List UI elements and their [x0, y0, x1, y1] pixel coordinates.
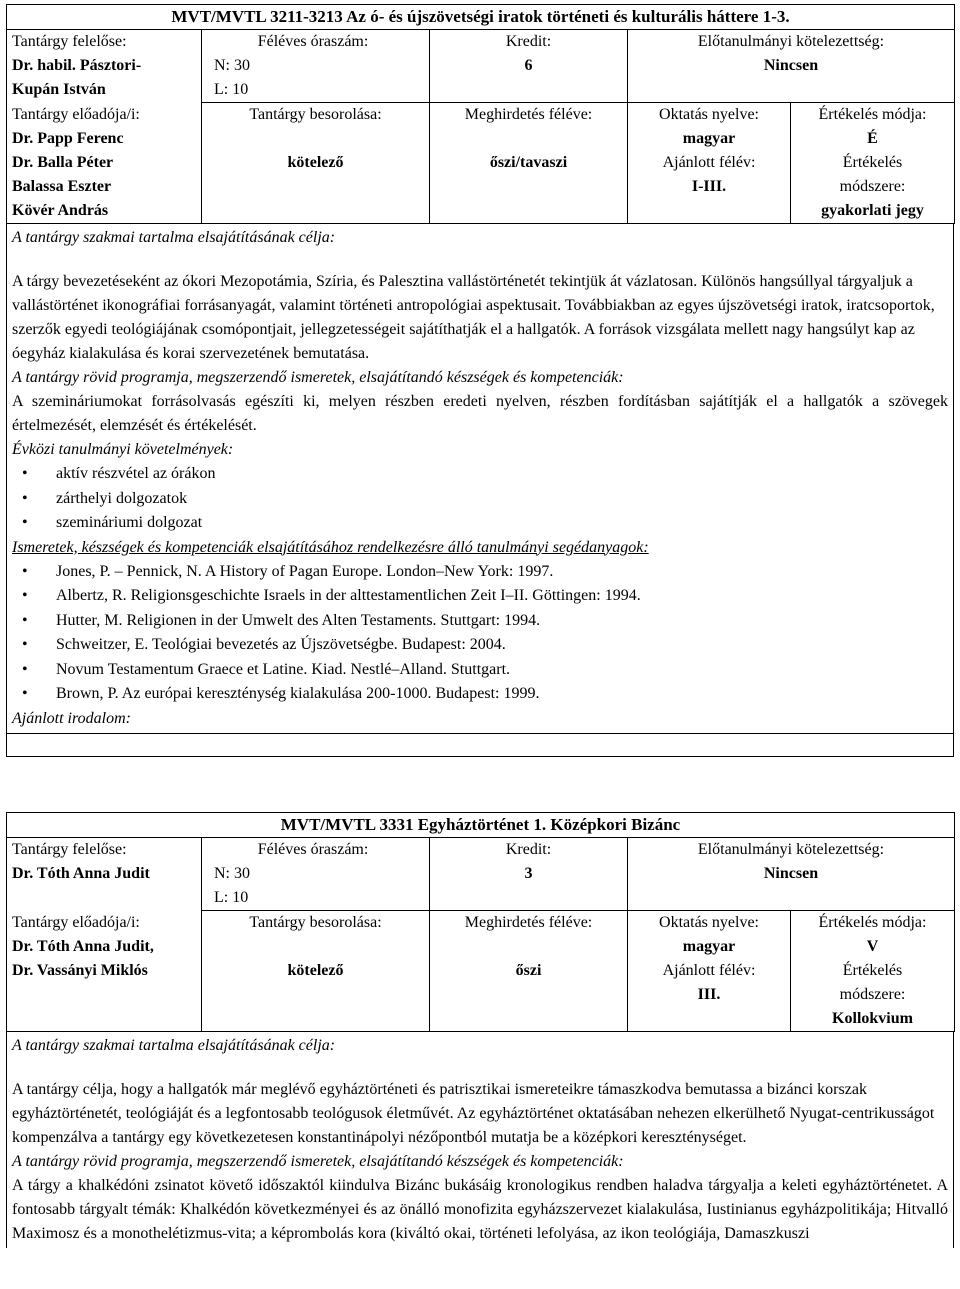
recommended-value: III.	[697, 986, 721, 1003]
aim-text: A tárgy bevezetéseként az ókori Mezopotámia, Szíria, és Palesztina vallástörténetét tekintjük át vázlatosan. Különös hangsúllyal tárgyaljuk a vallástörténet ikonográfiai forrásanyagát, valamint történeti antropológiai aspektusait. Továbbiakban az egyes újszövetségi iratok, iratcsoportok, szerzők egyedi teológiájának csomópontjait, jellegzetességeit sajátíthatják el a hallgatók. A források vizsgálata mellett nagy hangsúlyt kap az óegyház kialakulása és korai szervezetének bemutatása.	[12, 273, 935, 362]
credit-value: 6	[524, 57, 533, 74]
eval-mode-label: Értékelés módja:	[818, 106, 927, 123]
language-label: Oktatás nyelve:	[659, 914, 759, 931]
requirements-label: Évközi tanulmányi követelmények:	[12, 441, 234, 458]
semester-label: Meghirdetés féléve:	[464, 914, 593, 931]
program-label: A tantárgy rövid programja, megszerzendő ismeretek, elsajátítandó készségek és kompetenciák:	[12, 369, 624, 386]
hours-l: L: 10	[214, 81, 249, 98]
responsible-name-line-1: Dr. habil. Pásztori-	[12, 57, 142, 74]
materials-label: Ismeretek, készségek és kompetenciák elsajátításához rendelkezésre álló tanulmányi segédanyagok:	[12, 538, 649, 556]
responsible-label: Tantárgy felelőse:	[12, 33, 127, 50]
responsible-name-line-1: Dr. Tóth Anna Judit	[12, 865, 150, 882]
course-2-header-table	[6, 812, 955, 1032]
list-item: • szemináriumi dolgozat	[22, 514, 203, 531]
hours-n: N: 30	[214, 57, 250, 74]
reading-label: Ajánlott irodalom:	[12, 709, 131, 727]
language-value: magyar	[682, 130, 736, 147]
program-text: A tárgy a khalkédóni zsinatot követő időszaktól kiindulva Bizánc bukásáig kronologikus rendben haladva tárgyalja a keleti egyháztörténetet. A fontosabb tárgyalt témák: Khalkédón következményei és az önálló monofizita egyházszervezet kialakulása, Iustinianus egyházpolitikája; Hitvalló Maximosz és a monothelétizmus-vita; a képrombolás kora (kiváltó okai, történeti lefolyása, az ikon teológiája, Damaszkuszi	[12, 1177, 948, 1242]
eval-method-value: Kollokvium	[832, 1010, 913, 1027]
credit-label: Kredit:	[505, 33, 552, 50]
classification-value: kötelező	[287, 154, 344, 171]
lecturer-2: Dr. Vassányi Miklós	[12, 961, 148, 979]
semester-value: őszi/tavaszi	[489, 154, 568, 171]
lecturer-3: Balassa Eszter	[12, 177, 112, 195]
recommended-label: Ajánlott félév:	[662, 154, 756, 171]
lecturer-1: Dr. Papp Ferenc	[12, 129, 124, 147]
classification-label: Tantárgy besorolása:	[249, 106, 382, 123]
classification-value: kötelező	[287, 962, 344, 979]
hours-label: Féléves óraszám:	[257, 33, 369, 50]
aim-text: A tantárgy célja, hogy a hallgatók már meglévő egyháztörténeti és patrisztikai ismereteikre támaszkodva bemutassa a bizánci korszak egyháztörténetét, teológiáját és a legfontosabb teológusok életművét. Az egyháztörténet oktatásában nehezen elkerülhető Nyugat-centrikusságot kompenzálva a tantárgy egy következetesen konstantinápolyi nézőpontból mutatja be a középkori kereszténységet.	[12, 1081, 935, 1146]
lecturer-label: Tantárgy előadója/i:	[12, 913, 140, 931]
eval-method-label-1: Értékelés	[842, 154, 903, 171]
eval-mode-value: V	[866, 938, 879, 955]
semester-value: őszi	[515, 962, 542, 979]
course-1-title: MVT/MVTL 3211-3213 Az ó- és újszövetségi iratok történeti és kulturális háttere 1-3.	[7, 5, 955, 30]
list-item: • Hutter, M. Religionen in der Umwelt des Alten Testaments. Stuttgart: 1994.	[22, 611, 541, 629]
eval-method-label-2: módszere:	[839, 178, 906, 195]
course-1-header-table	[6, 4, 955, 224]
course-2-body	[6, 1032, 954, 1248]
credit-label: Kredit:	[505, 841, 552, 858]
prereq-label: Előtanulmányi kötelezettség:	[697, 841, 885, 858]
semester-label: Meghirdetés féléve:	[464, 106, 593, 123]
eval-method-value: gyakorlati jegy	[821, 202, 924, 219]
eval-method-label-1: Értékelés	[842, 962, 903, 979]
program-text: A szemináriumokat forrásolvasás egészíti ki, melyen részben eredeti nyelven, részben fordításban sajátítják el a hallgatók a szövegek értelmezését, elemzését és értékelését.	[12, 393, 948, 434]
lecturer-4: Kövér András	[12, 201, 109, 219]
responsible-label: Tantárgy felelőse:	[12, 841, 127, 858]
prereq-label: Előtanulmányi kötelezettség:	[697, 33, 885, 50]
lecturer-1: Dr. Tóth Anna Judit,	[12, 937, 154, 955]
prereq-value: Nincsen	[763, 865, 819, 882]
course-1-body	[6, 224, 954, 734]
aim-label: A tantárgy szakmai tartalma elsajátításának célja:	[12, 1037, 336, 1054]
language-value: magyar	[682, 938, 736, 955]
eval-method-label-2: módszere:	[839, 986, 906, 1003]
reading-empty-row	[6, 734, 954, 757]
list-item: • Jones, P. – Pennick, N. A History of Pagan Europe. London–New York: 1997.	[22, 562, 554, 580]
list-item: • Novum Testamentum Graece et Latine. Kiad. Nestlé–Alland. Stuttgart.	[22, 660, 511, 678]
eval-mode-label: Értékelés módja:	[818, 914, 927, 931]
classification-label: Tantárgy besorolása:	[249, 914, 382, 931]
responsible-name-line-2: Kupán István	[12, 81, 106, 98]
program-label: A tantárgy rövid programja, megszerzendő ismeretek, elsajátítandó készségek és kompetenciák:	[12, 1153, 624, 1170]
list-item: • Albertz, R. Religionsgeschichte Israels in der alttestamentlichen Zeit I–II. Göttingen: 1994.	[22, 587, 641, 604]
hours-l: L: 10	[214, 889, 249, 906]
requirements-list	[12, 462, 948, 536]
hours-n: N: 30	[214, 865, 250, 882]
list-item: • Brown, P. Az európai kereszténység kialakulása 200-1000. Budapest: 1999.	[22, 685, 540, 702]
language-label: Oktatás nyelve:	[659, 106, 759, 123]
list-item: • zárthelyi dolgozatok	[22, 489, 188, 507]
list-item: • Schweitzer, E. Teológiai bevezetés az Újszövetségbe. Budapest: 2004.	[22, 636, 506, 653]
recommended-value: I-III.	[691, 178, 727, 195]
course-2-title: MVT/MVTL 3331 Egyháztörténet 1. Középkori Bizánc	[7, 813, 955, 838]
lecturer-2: Dr. Balla Péter	[12, 153, 114, 171]
hours-label: Féléves óraszám:	[257, 841, 369, 858]
course-2	[6, 812, 954, 1248]
prereq-value: Nincsen	[763, 57, 819, 74]
materials-list	[12, 560, 948, 707]
lecturer-label: Tantárgy előadója/i:	[12, 105, 140, 123]
recommended-label: Ajánlott félév:	[662, 962, 756, 979]
course-1	[6, 4, 954, 757]
eval-mode-value: É	[867, 130, 878, 147]
list-item: • aktív részvétel az órákon	[22, 465, 216, 482]
aim-label: A tantárgy szakmai tartalma elsajátításának célja:	[12, 229, 336, 246]
credit-value: 3	[524, 865, 533, 882]
